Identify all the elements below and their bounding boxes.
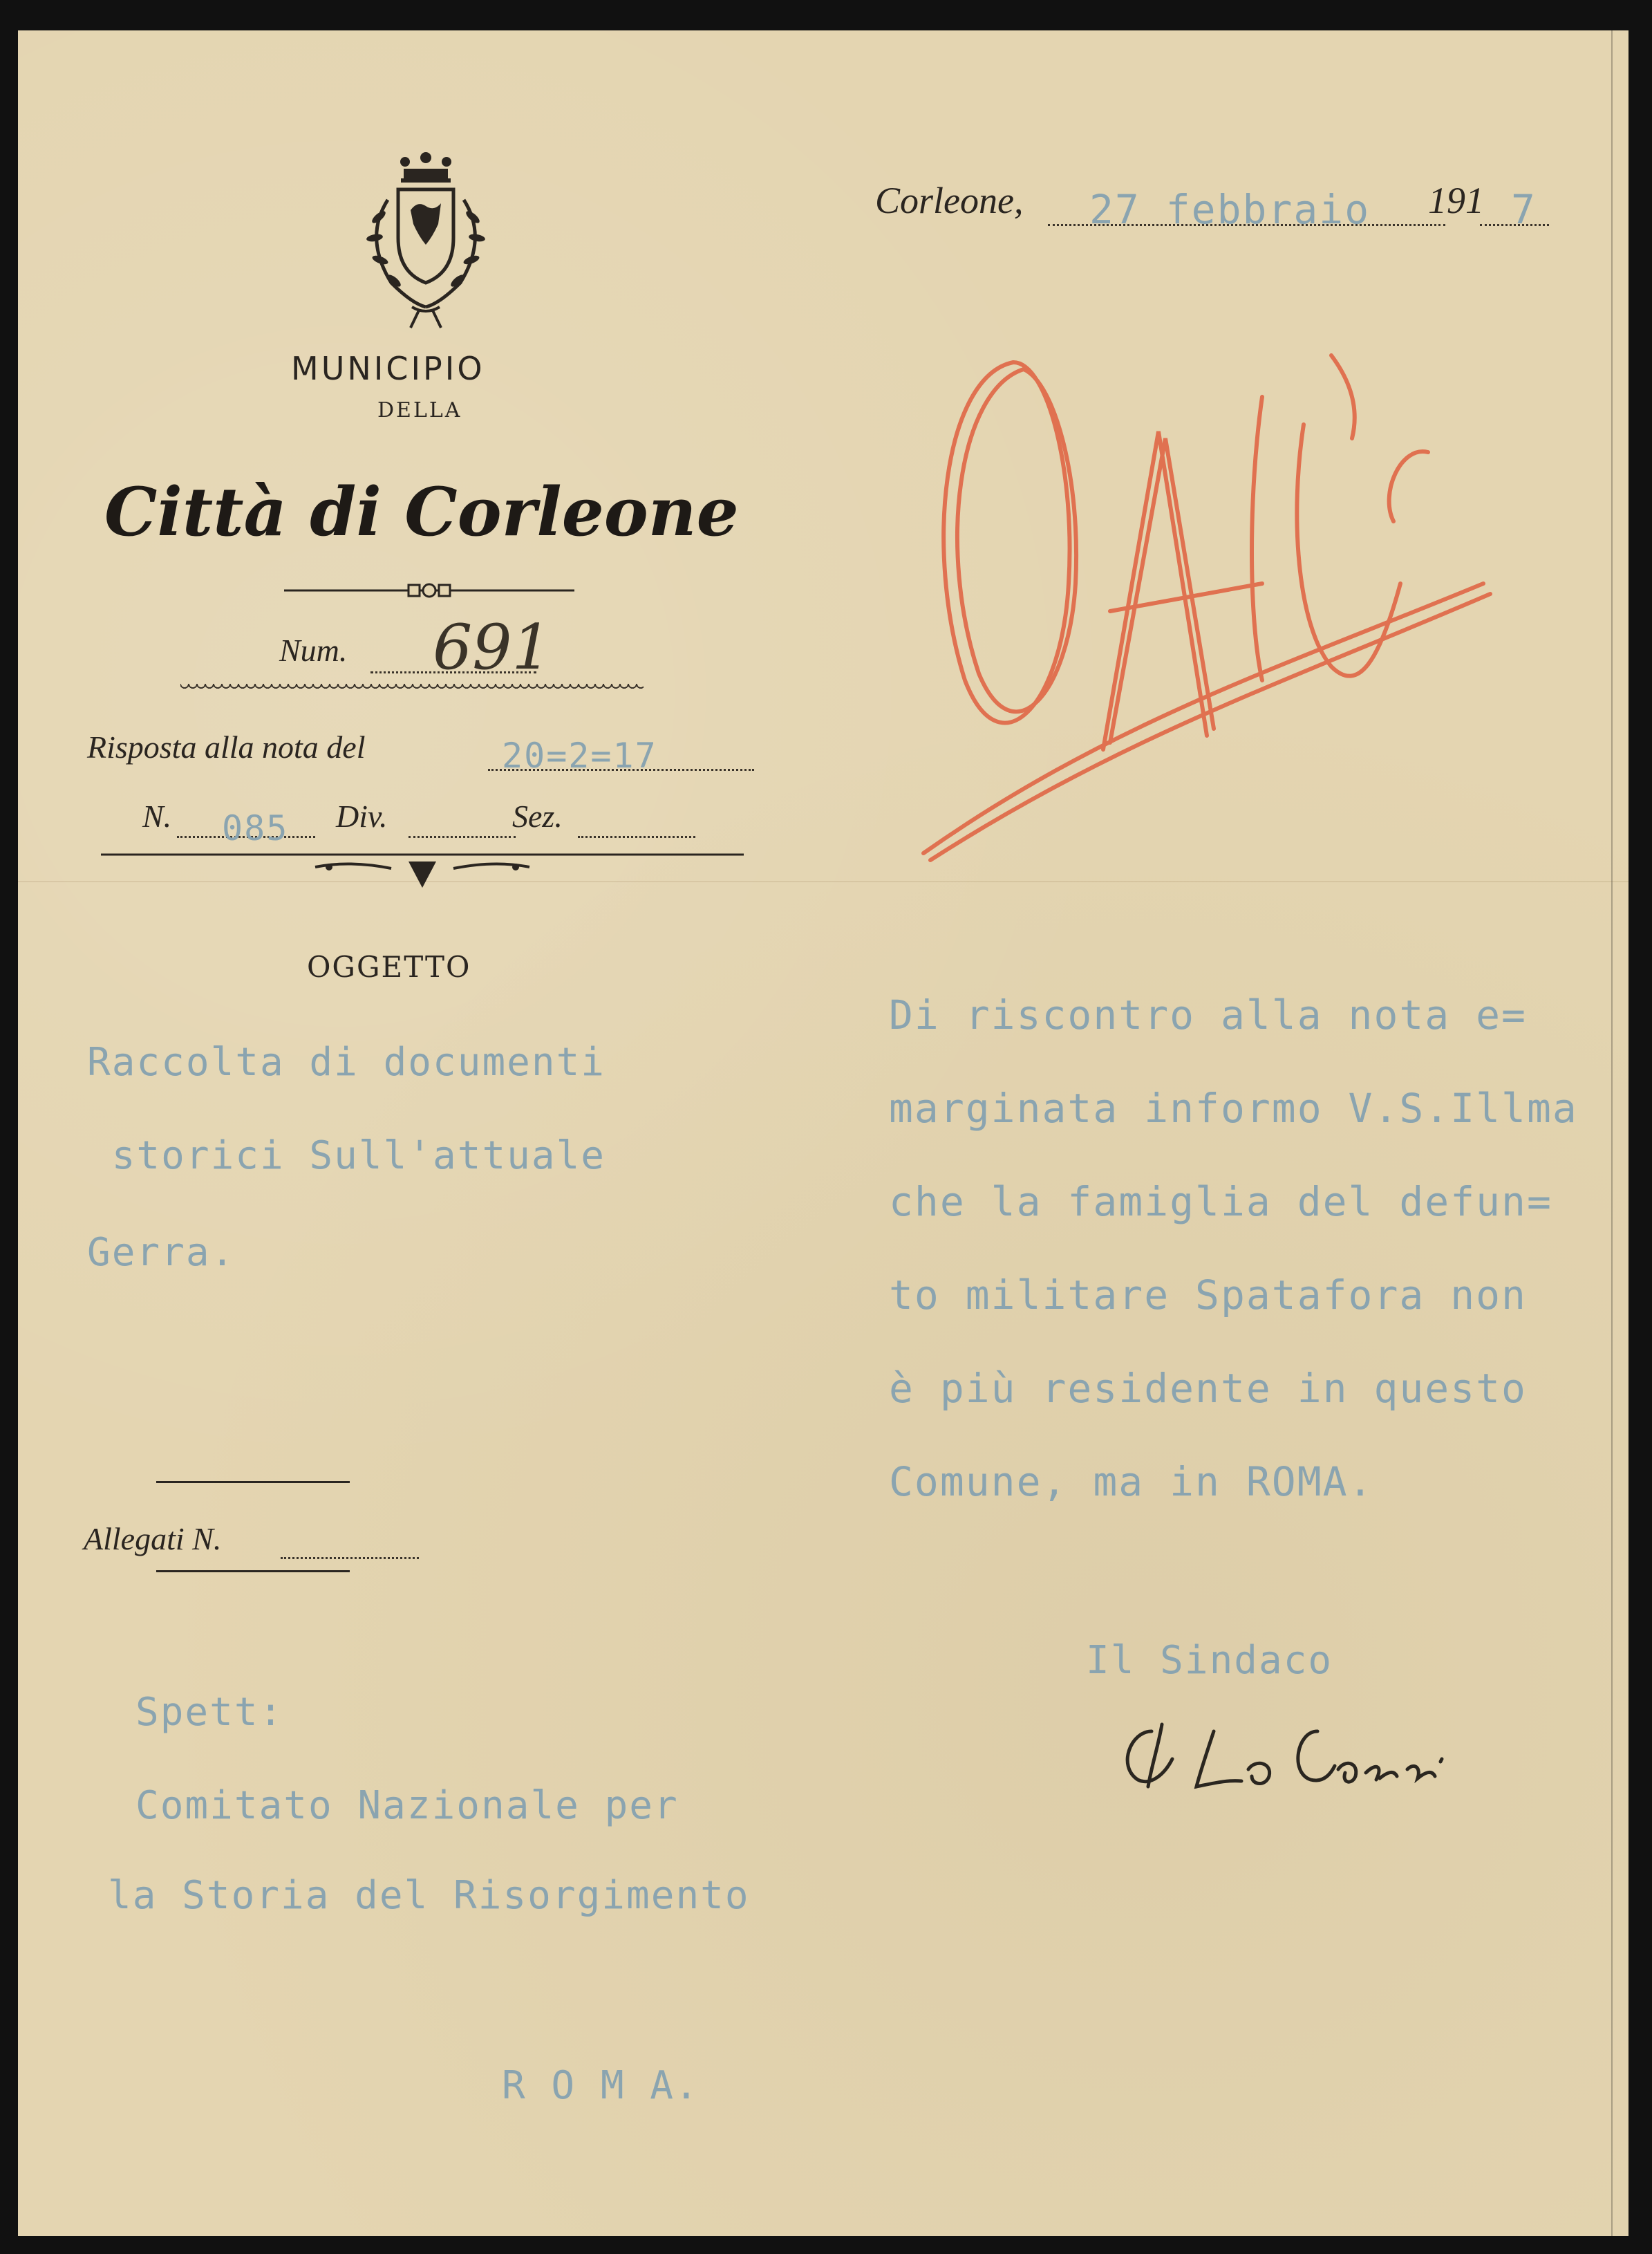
div-label: Div. bbox=[336, 799, 388, 834]
recipient-greeting: Spett: bbox=[135, 1690, 284, 1735]
risposta-label: Risposta alla nota del bbox=[87, 729, 366, 765]
signature-title: Il Sindaco bbox=[1086, 1638, 1333, 1683]
della-label: DELLA bbox=[377, 398, 462, 422]
num-value-handwritten: 691 bbox=[433, 611, 552, 684]
oggetto-line-1: Raccolta di documenti bbox=[87, 1040, 606, 1085]
sez-label: Sez. bbox=[512, 799, 563, 834]
allegati-field-line bbox=[281, 1536, 419, 1559]
body-line-1: Di riscontro alla nota e= bbox=[889, 991, 1527, 1038]
date-place: Corleone, bbox=[875, 180, 1024, 221]
recipient-line-2: la Storia del Risorgimento bbox=[108, 1873, 750, 1918]
date-day-month: 27 febbraio bbox=[1089, 186, 1371, 233]
sheet-edge-line bbox=[1611, 30, 1613, 2236]
ornament-divider-icon bbox=[284, 580, 574, 601]
oggetto-line-3: Gerra. bbox=[87, 1230, 236, 1275]
allegati-rule-bottom bbox=[156, 1570, 350, 1572]
allegati-rule-top bbox=[156, 1481, 350, 1483]
oggetto-label: OGGETTO bbox=[307, 950, 471, 984]
body-line-3: che la famiglia del defun= bbox=[889, 1178, 1552, 1225]
recipient-city: R O M A. bbox=[502, 2063, 700, 2108]
date-year-prefix: 191 bbox=[1428, 180, 1484, 221]
date-year-suffix: 7 bbox=[1511, 186, 1537, 233]
recipient-line-1: Comitato Nazionale per bbox=[135, 1783, 679, 1828]
wavy-divider bbox=[180, 684, 644, 692]
num-label: Num. bbox=[279, 633, 348, 668]
body-line-6: Comune, ma in ROMA. bbox=[889, 1458, 1374, 1505]
sez-field-line bbox=[578, 815, 695, 838]
municipio-label: MUNICIPIO bbox=[291, 350, 485, 387]
coat-of-arms-icon bbox=[322, 134, 529, 342]
letter-sheet bbox=[18, 30, 1628, 2236]
body-line-5: è più residente in questo bbox=[889, 1365, 1527, 1412]
allegati-label: Allegati N. bbox=[84, 1521, 222, 1556]
n-value: 085 bbox=[222, 808, 289, 848]
ornament-flourish-icon bbox=[101, 846, 744, 895]
handwritten-signature bbox=[1110, 1704, 1497, 1800]
div-field-line bbox=[409, 815, 516, 838]
city-title: Città di Corleone bbox=[104, 473, 739, 551]
red-pencil-annotation bbox=[903, 321, 1511, 888]
n-label: N. bbox=[142, 799, 172, 834]
body-line-2: marginata informo V.S.Illma bbox=[889, 1085, 1578, 1132]
oggetto-line-2: storici Sull'attuale bbox=[87, 1133, 606, 1178]
risposta-value: 20=2=17 bbox=[502, 736, 657, 776]
body-line-4: to militare Spatafora non bbox=[889, 1272, 1527, 1319]
